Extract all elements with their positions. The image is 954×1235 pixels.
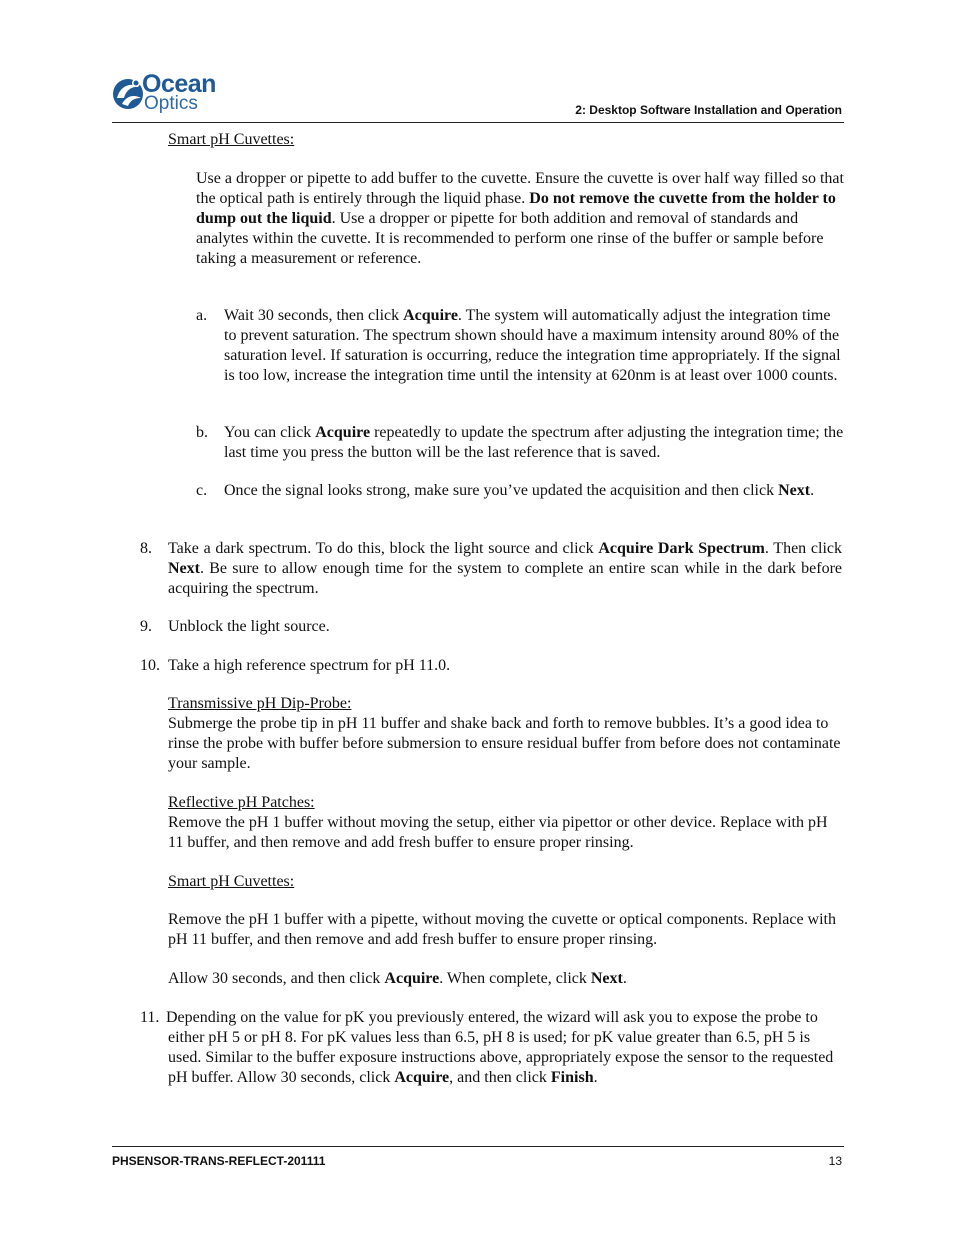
smart-cuvettes-paragraph xyxy=(196,169,844,269)
step-11 xyxy=(168,1008,844,1088)
step-marker-8: 8. xyxy=(140,540,152,557)
list-item-b xyxy=(224,423,844,463)
text-run: . Then click xyxy=(764,540,842,557)
logo-wordmark-optics: Optics xyxy=(144,93,198,114)
text-run: Use a dropper or pipette to add buffer to the cuvette. Ensure the cuvette is over half way filled so that the optical path is entirely through the liquid phase. xyxy=(196,170,844,207)
text-run: Wait 30 seconds, then click xyxy=(224,307,404,324)
step-marker-10: 10. xyxy=(140,657,160,674)
text-run: repeatedly to update the spectrum after adjusting the integration time; the last time you press the button will be the last reference that is saved. xyxy=(224,424,844,461)
text-run: . Be sure to allow enough time for the system to complete an entire scan while in the dark before acquiring the spectrum. xyxy=(168,560,842,597)
acquire-term: Acquire xyxy=(394,1069,450,1086)
text-run: . xyxy=(622,970,627,987)
transmissive-probe-heading: Transmissive pH Dip-Probe: xyxy=(168,695,352,712)
acquire-term: Acquire xyxy=(384,970,440,987)
text-run: , and then click xyxy=(449,1069,551,1086)
text-run: . The system will automatically adjust the integration time to prevent saturation. The spectrum shown should have a maximum intensity around 80% of the saturation level. If saturation is occurring, reduce the integration time appropriately. If the signal is too low, increase the integration time until the intensity at 620nm is at least over 1000 counts. xyxy=(224,307,841,384)
next-term: Next xyxy=(590,970,623,987)
section-title: 2: Desktop Software Installation and Operation xyxy=(575,103,842,117)
step-marker-9: 9. xyxy=(140,618,152,635)
text-run: . xyxy=(810,482,815,499)
text-run: You can click xyxy=(224,424,316,441)
text-run: . Use a dropper or pipette for both addition and removal of standards and analytes within the cuvette. It is recommended to perform one rinse of the buffer or sample before taking a measurement or reference. xyxy=(196,210,824,267)
text-run: . When complete, click xyxy=(439,970,591,987)
acquire-term: Acquire xyxy=(315,424,371,441)
text-run: Allow 30 seconds, and then click xyxy=(168,970,385,987)
page-header xyxy=(112,70,844,123)
text-run: Depending on the value for pK you previously entered, the wizard will ask you to expose the probe to either pH 5 or pH 8. For pK values less than 6.5, pH 8 is used; for pK value greater than 6.5, pH 5 is used. Similar to the buffer exposure instructions above, appropriately expose the sensor to the requested pH buffer. Allow 30 seconds, click xyxy=(166,1009,834,1086)
step-9: Unblock the light source. xyxy=(168,618,330,635)
smart-cuvettes-heading-2: Smart pH Cuvettes: xyxy=(168,873,295,890)
transmissive-probe-text: Submerge the probe tip in pH 11 buffer and shake back and forth to remove bubbles. It’s a good idea to rinse the probe with buffer before submersion to ensure residual buffer from before does not contaminate your sample. xyxy=(168,715,841,772)
text-run: Once the signal looks strong, make sure you’ve updated the acquisition and then click xyxy=(224,482,779,499)
page-number: 13 xyxy=(828,1154,842,1168)
document-id: PHSENSOR-TRANS-REFLECT-201111 xyxy=(112,1154,326,1168)
text-run: . xyxy=(593,1069,598,1086)
ocean-wave-icon xyxy=(112,74,146,116)
warning-text: Do not remove the cuvette from the holder to dump out the liquid xyxy=(196,190,836,227)
step-10: Take a high reference spectrum for pH 11.0. xyxy=(168,657,451,674)
next-term: Next xyxy=(168,560,200,577)
reflective-patches-heading: Reflective pH Patches: xyxy=(168,794,315,811)
acquire-dark-term: Acquire Dark Spectrum xyxy=(598,540,765,557)
list-item-a xyxy=(224,306,844,386)
list-marker-b: b. xyxy=(196,424,208,441)
next-term: Next xyxy=(778,482,811,499)
logo-wordmark-ocean: Ocean xyxy=(142,70,216,98)
list-item-c xyxy=(224,481,844,501)
smart-cuvettes-heading: Smart pH Cuvettes: xyxy=(168,131,295,148)
text-run: Take a dark spectrum. To do this, block the light source and click xyxy=(168,540,599,557)
list-marker-a: a. xyxy=(196,307,208,324)
step-8 xyxy=(168,539,842,599)
list-marker-c: c. xyxy=(196,482,208,499)
page-footer xyxy=(112,1146,844,1168)
step-marker-11: 11. xyxy=(140,1009,160,1026)
ocean-optics-logo xyxy=(112,72,232,117)
reflective-patches-text: Remove the pH 1 buffer without moving the setup, either via pipettor or other device. Replace with pH 11 buffer, and then remove and add fresh buffer to ensure proper rinsing. xyxy=(168,814,828,851)
smart-cuvettes-text-2: Remove the pH 1 buffer with a pipette, without moving the cuvette or optical components. Replace with pH 11 buffer, and then remove and add fresh buffer to ensure proper rinsing. xyxy=(168,911,836,948)
allow-30-seconds-text xyxy=(168,969,844,989)
acquire-term: Acquire xyxy=(403,307,458,324)
finish-term: Finish xyxy=(550,1069,594,1086)
